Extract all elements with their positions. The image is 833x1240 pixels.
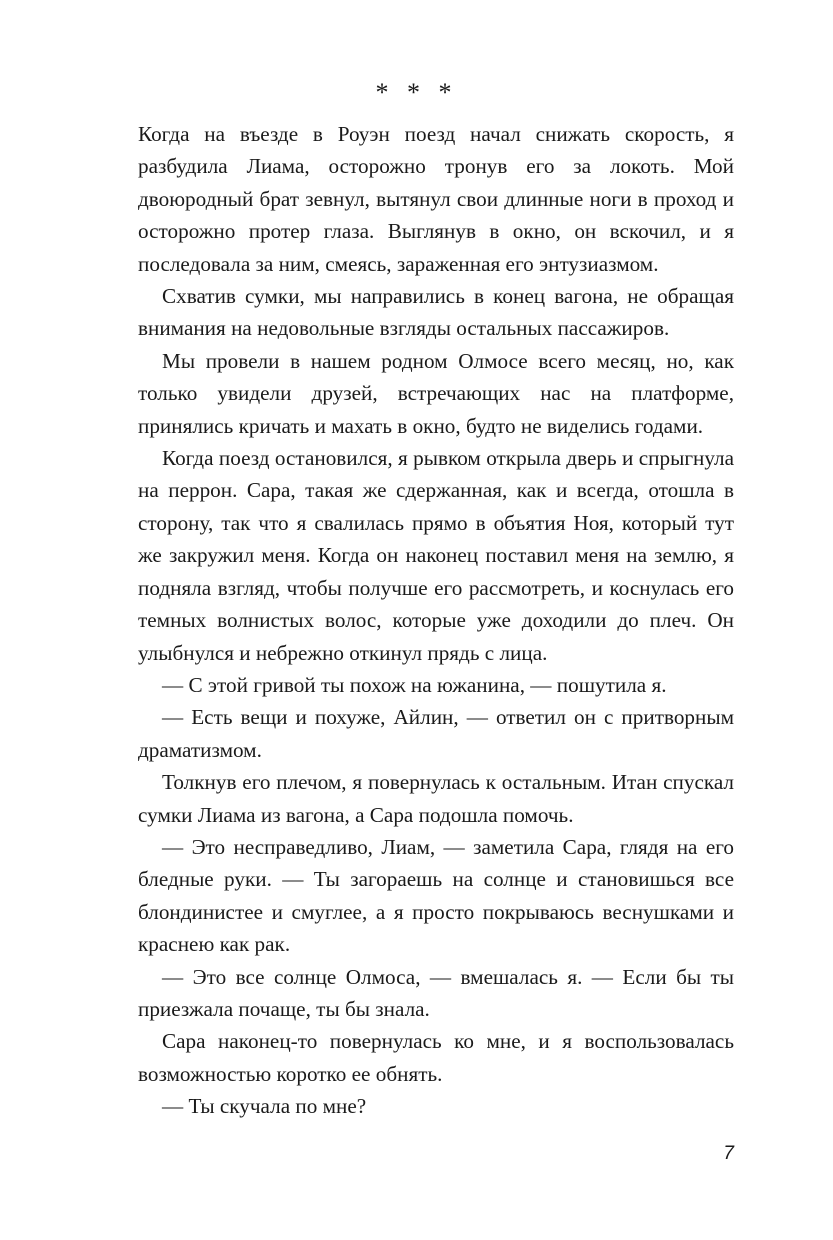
paragraph: Когда на въезде в Роуэн поезд начал снижать скорость, я разбудила Лиама, осторожно тронув его за локоть. Мой двоюродный брат зевнул, вытянул свои длинные ноги в проход и осторожно протер глаза. Выглянув в окно, он вскочил, и я последовала за ним, смеясь, зараженная его энтузиазмом. [138,122,734,276]
paragraph: Сара наконец-то повернулась ко мне, и я воспользовалась возможностью коротко ее обнять. [138,1029,734,1086]
dialogue-line: — Ты скучала по мне? [162,1094,367,1119]
dialogue-line: — Есть вещи и похуже, Айлин, — ответил он с притворным драматизмом. [138,705,734,762]
paragraph: Толкнув его плечом, я повернулась к остальным. Итан спускал сумки Лиама из вагона, а Сара подошла помочь. [138,770,734,827]
dialogue-line: — С этой гривой ты похож на южанина, — пошутила я. [162,672,667,697]
paragraph: Схватив сумки, мы направились в конец вагона, не обращая внимания на недовольные взгляды остальных пассажиров. [138,284,734,341]
dialogue-line: — Это все солнце Олмоса, — вмешалась я. — Если бы ты приезжала почаще, ты бы знала. [138,964,734,1021]
paragraph: Мы провели в нашем родном Олмосе всего месяц, но, как только увидели друзей, встречающих нас на платформе, принялись кричать и махать в окно, будто не виделись годами. [138,348,734,438]
dialogue-line: — Это несправедливо, Лиам, — заметила Сара, глядя на его бледные руки. — Ты загораешь на солнце и становишься все блондинистее и смуглее, а я просто покрываюсь веснушками и краснею как рак. [138,834,734,957]
section-separator: * * * [375,78,458,107]
page-number: 7 [723,1143,734,1164]
page-text-body [138,118,734,1123]
paragraph: Когда поезд остановился, я рывком открыла дверь и спрыгнула на перрон. Сара, такая же сдержанная, как и всегда, отошла в сторону, так что я свалилась прямо в объятия Ноя, который тут же закружил меня. Когда он наконец поставил меня на землю, я подняла взгляд, чтобы получше его рассмотреть, и коснулась его темных волнистых волос, которые уже доходили до плеч. Он улыбнулся и небрежно откинул прядь с лица. [138,446,734,665]
